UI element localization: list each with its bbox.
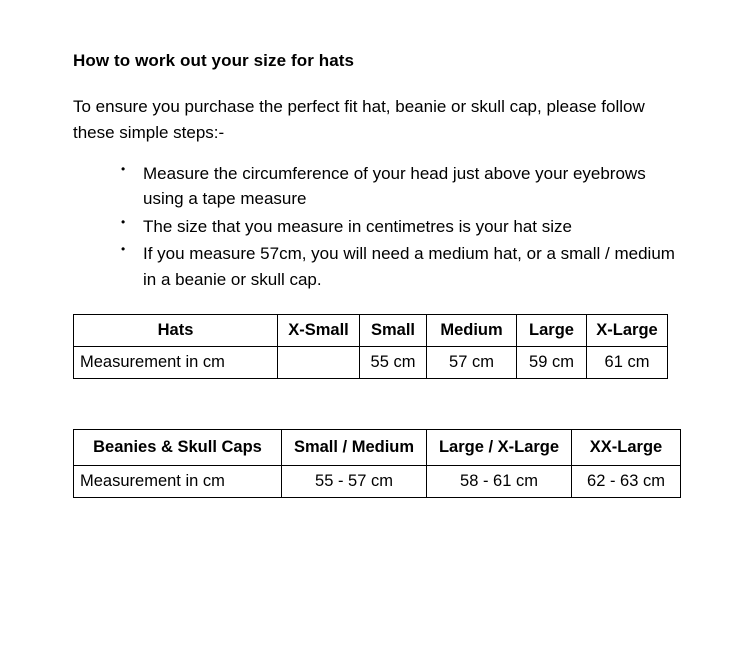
list-item: • The size that you measure in centimetres is your hat size (121, 214, 679, 240)
hats-cell-small: 55 cm (360, 346, 427, 378)
beanies-table-header-cell: Large / X-Large (427, 429, 572, 465)
hats-size-table (73, 314, 668, 378)
beanies-size-table (73, 429, 681, 498)
beanies-table-header-cell: Small / Medium (282, 429, 427, 465)
beanies-cell-xx-large: 62 - 63 cm (572, 465, 681, 497)
table-row (74, 346, 668, 378)
hats-table-header-cell: Small (360, 315, 427, 347)
hats-cell-medium: 57 cm (427, 346, 517, 378)
hats-row-label: Measurement in cm (74, 346, 278, 378)
hats-table-header-cell: X-Large (587, 315, 668, 347)
beanies-cell-large-xlarge: 58 - 61 cm (427, 465, 572, 497)
hats-cell-x-large: 61 cm (587, 346, 668, 378)
hats-cell-large: 59 cm (517, 346, 587, 378)
beanies-row-label: Measurement in cm (74, 465, 282, 497)
steps-list (73, 161, 679, 293)
beanies-table-header-cell: XX-Large (572, 429, 681, 465)
hats-table-header-cell: Hats (74, 315, 278, 347)
intro-paragraph: To ensure you purchase the perfect fit hat, beanie or skull cap, please follow these simple steps:- (73, 97, 645, 143)
table-row (74, 465, 681, 497)
page-title: How to work out your size for hats (73, 51, 355, 70)
table-spacer (73, 379, 679, 429)
list-item: • If you measure 57cm, you will need a medium hat, or a small / medium in a beanie or skull cap. (121, 241, 679, 292)
table-row (74, 429, 681, 465)
hats-table-header-cell: Large (517, 315, 587, 347)
hats-table-header-cell: X-Small (278, 315, 360, 347)
hats-cell-x-small (278, 346, 360, 378)
hats-table-header-cell: Medium (427, 315, 517, 347)
table-row (74, 315, 668, 347)
list-item: • Measure the circumference of your head just above your eyebrows using a tape measure (121, 161, 679, 212)
beanies-table-header-cell: Beanies & Skull Caps (74, 429, 282, 465)
beanies-cell-small-medium: 55 - 57 cm (282, 465, 427, 497)
